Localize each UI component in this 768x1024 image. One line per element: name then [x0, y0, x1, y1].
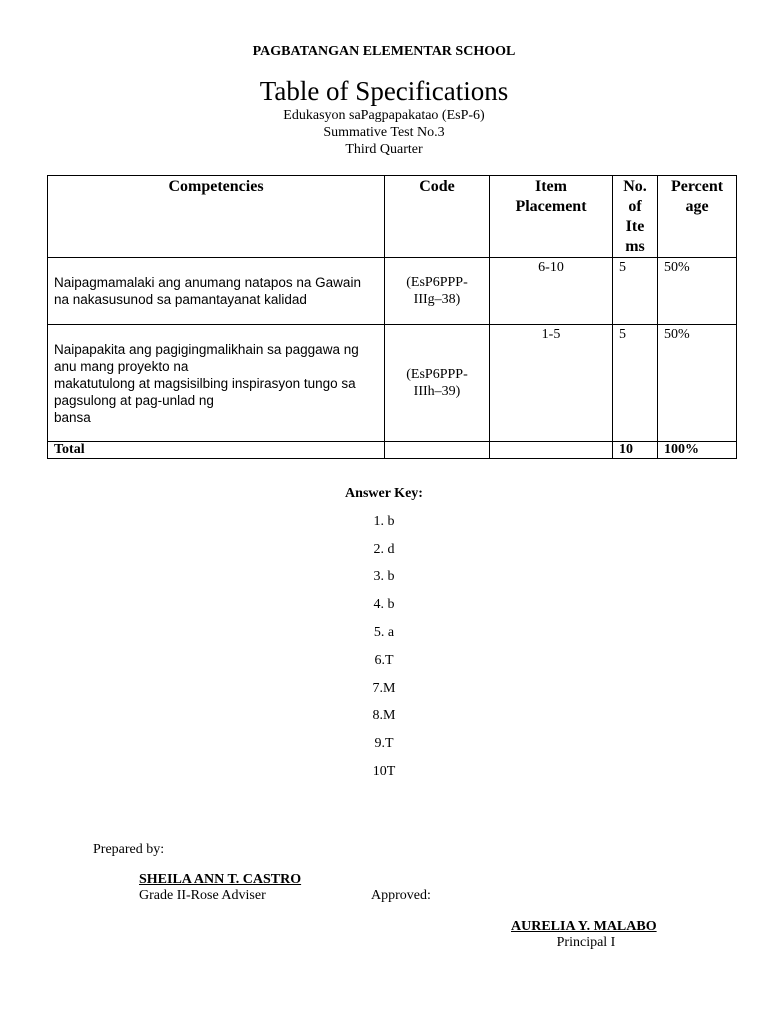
specifications-table — [47, 175, 737, 459]
answer-key-item: 5. a — [373, 625, 395, 640]
table-header-row — [48, 176, 737, 258]
table-row — [48, 325, 737, 442]
approved-label: Approved: — [371, 888, 431, 903]
answer-key-heading: Answer Key: — [345, 486, 423, 501]
subject-line: Edukasyon saPagpapakatao (EsP-6) — [283, 108, 485, 123]
principal-name: AURELIA Y. MALABO — [511, 919, 657, 934]
teacher-name: SHEILA ANN T. CASTRO — [139, 872, 302, 887]
competency-cell: Naipapakita ang pagigingmalikhain sa paggawa ng anu mang proyekto na makatutulong at magsisilbing inspirasyon tungo sa pagsulong at pag-unlad ng bansa — [48, 325, 385, 442]
answer-key-item: 7.M — [372, 681, 396, 696]
total-placement-empty — [490, 442, 613, 459]
percent-cell: 50% — [658, 325, 737, 442]
header-code: Code — [385, 176, 490, 258]
principal-role: Principal I — [556, 935, 616, 950]
table-row — [48, 258, 737, 325]
answer-key-item: 4. b — [373, 597, 395, 612]
header-competencies: Competencies — [48, 176, 385, 258]
test-line: Summative Test No.3 — [323, 125, 445, 140]
answer-key-item: 1. b — [373, 514, 395, 529]
page-title: Table of Specifications — [259, 76, 509, 106]
code-cell: (EsP6PPP- IIIh–39) — [385, 325, 490, 442]
answer-key-item: 6.T — [374, 653, 394, 668]
total-code-empty — [385, 442, 490, 459]
answer-key-item: 9.T — [374, 736, 394, 751]
competency-cell: Naipagmamalaki ang anumang natapos na Gawain na nakasusunod sa pamantayanat kalidad — [48, 258, 385, 325]
header-percentage: Percent age — [658, 176, 737, 258]
code-cell: (EsP6PPP- IIIg–38) — [385, 258, 490, 325]
items-cell: 5 — [613, 325, 658, 442]
answer-key-item: 3. b — [373, 569, 395, 584]
header-item-placement: Item Placement — [490, 176, 613, 258]
placement-cell: 6-10 — [490, 258, 613, 325]
answer-key-item: 10T — [372, 764, 396, 779]
teacher-role: Grade II-Rose Adviser — [139, 888, 266, 903]
school-name: PAGBATANGAN ELEMENTAR SCHOOL — [252, 44, 516, 59]
total-row — [48, 442, 737, 459]
total-label: Total — [48, 442, 385, 459]
total-percent: 100% — [658, 442, 737, 459]
prepared-by-label: Prepared by: — [93, 842, 165, 857]
answer-key-item: 8.M — [372, 708, 396, 723]
answer-key-item: 2. d — [373, 542, 395, 557]
placement-cell: 1-5 — [490, 325, 613, 442]
header-no-of-items: No. of Ite ms — [613, 176, 658, 258]
quarter-line: Third Quarter — [345, 142, 423, 157]
total-items: 10 — [613, 442, 658, 459]
items-cell: 5 — [613, 258, 658, 325]
percent-cell: 50% — [658, 258, 737, 325]
